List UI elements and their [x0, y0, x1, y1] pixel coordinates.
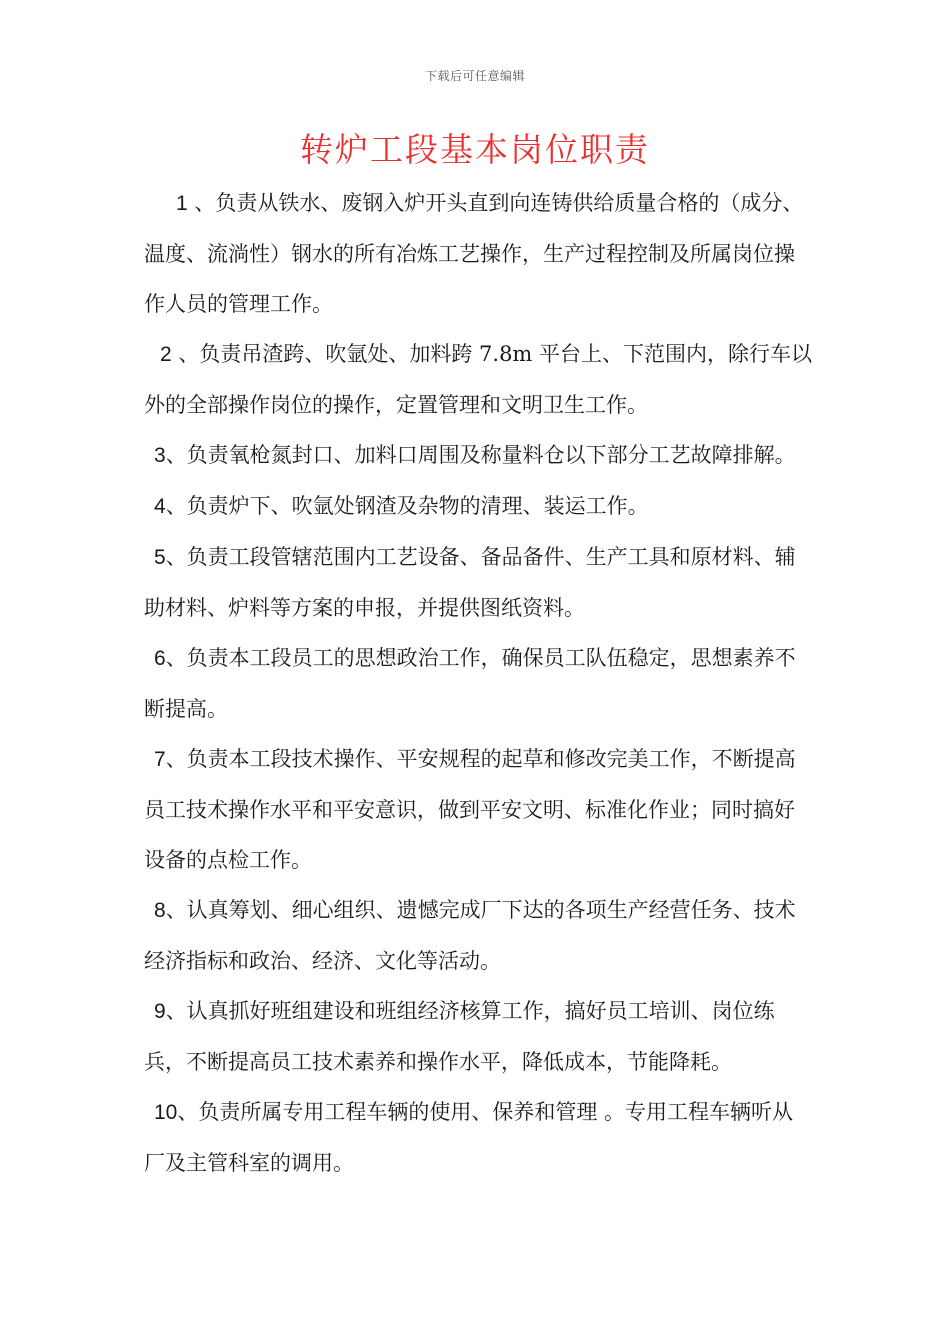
duty-paragraph-10: [144, 1087, 814, 1188]
duty-paragraph-6: [144, 633, 814, 734]
duty-text: 、负责炉下、吹氩处钢渣及杂物的清理、装运工作。: [165, 494, 649, 518]
duty-text: 、负责本工段技术操作、平安规程的起草和修改完美工作，不断提高员工技术操作水平和平安意识，做到平安文明、标准化作业；同时搞好设备的点检工作。: [144, 747, 796, 872]
duty-number: 8: [154, 899, 166, 922]
duty-paragraph-4: [144, 481, 814, 532]
duty-paragraph-1: [144, 178, 814, 329]
duty-text: 、负责本工段员工的思想政治工作，确保员工队伍稳定，思想素养不断提高。: [144, 646, 796, 721]
duty-text: 、负责从铁水、废钢入炉开头直到向连铸供给质量合格的（成分、温度、流淌性）钢水的所有冶炼工艺操作，生产过程控制及所属岗位操作人员的管理工作。: [144, 191, 804, 316]
duty-text: 、负责所属专用工程车辆的使用、保养和管理 。专用工程车辆听从厂及主管科室的调用。: [144, 1100, 794, 1175]
duty-number: 10: [154, 1101, 178, 1124]
duty-number: 4: [154, 495, 166, 518]
duty-text: 、负责氧枪氮封口、加料口周围及称量料仓以下部分工艺故障排解。: [165, 443, 796, 467]
duty-paragraph-9: [144, 986, 814, 1087]
duty-text: 、认真筹划、细心组织、遗憾完成厂下达的各项生产经营任务、技术经济指标和政治、经济、文化等活动。: [144, 898, 796, 973]
duty-paragraph-5: [144, 532, 814, 633]
duty-text: 、负责吊渣跨、吹氩处、加料跨 7.8m 平台上、下范围内，除行车以外的全部操作岗位的操作，定置管理和文明卫生工作。: [144, 342, 813, 417]
header-note: 下载后可任意编辑: [424, 69, 525, 83]
duty-number: 2: [160, 343, 172, 366]
duty-number: 9: [154, 1000, 166, 1023]
duties-list: [144, 178, 814, 1188]
duty-number: 5: [154, 546, 166, 569]
duty-paragraph-2: [144, 329, 814, 430]
duty-paragraph-3: [144, 430, 814, 481]
document-title: 转炉工段基本岗位职责: [300, 130, 650, 169]
duty-text: 、负责工段管辖范围内工艺设备、备品备件、生产工具和原材料、辅助材料、炉料等方案的申报，并提供图纸资料。: [144, 545, 796, 620]
duty-number: 3: [154, 444, 166, 467]
duty-text: 、认真抓好班组建设和班组经济核算工作，搞好员工培训、岗位练兵，不断提高员工技术素养和操作水平，降低成本，节能降耗。: [144, 999, 775, 1074]
duty-number: 7: [154, 748, 166, 771]
duty-paragraph-8: [144, 885, 814, 986]
duty-number: 1: [176, 192, 188, 215]
duty-paragraph-7: [144, 734, 814, 885]
duty-number: 6: [154, 647, 166, 670]
